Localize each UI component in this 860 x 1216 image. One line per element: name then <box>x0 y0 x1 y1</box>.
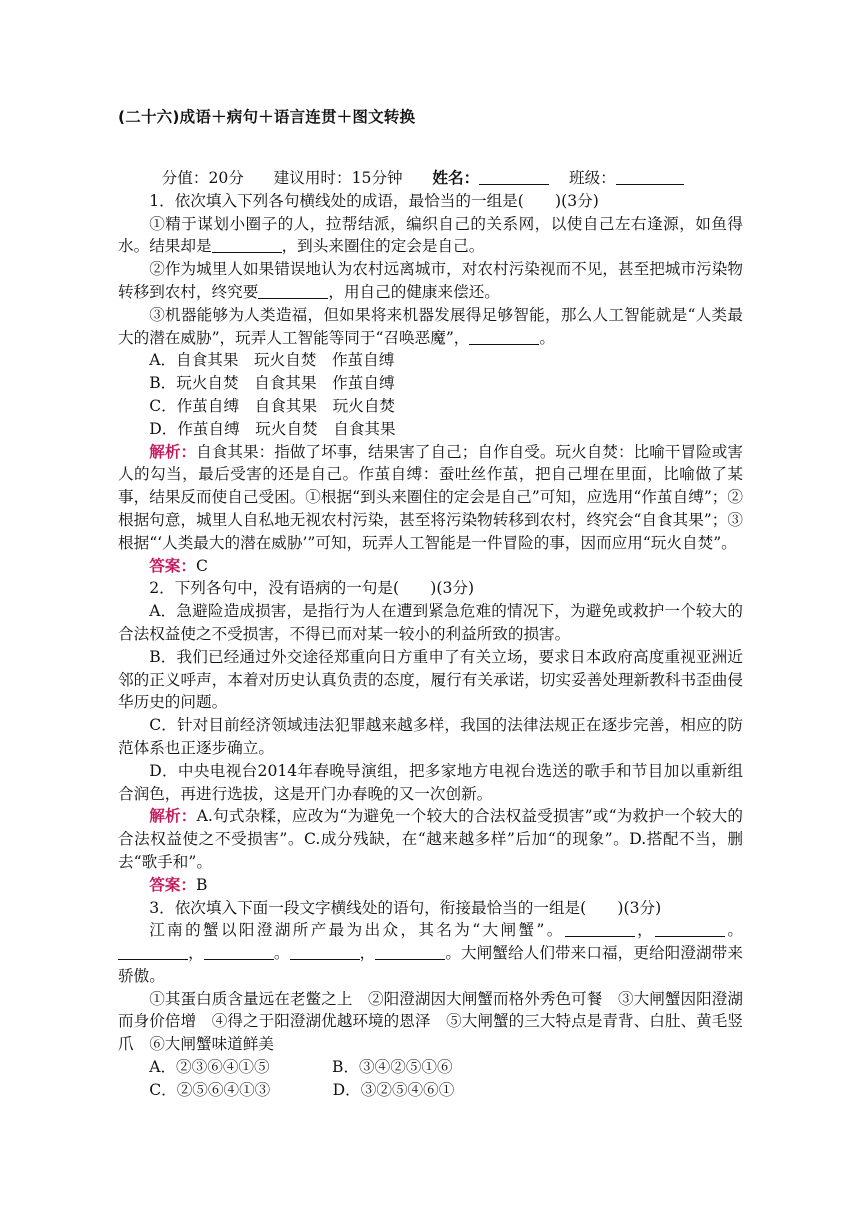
meta-line <box>118 167 743 190</box>
q1-option-d: D．作茧自缚 玩火自焚 自食其果 <box>149 419 396 438</box>
q1-sentence-3: ③机器能够为人类造福，但如果将来机器发展得足够智能，那么人工智能就是“人类最大的潜在威胁”，玩弄人工智能等同于“召唤恶魔”， 。 <box>118 305 743 347</box>
fill-blank <box>212 237 282 253</box>
q1-sentence-2: ②作为城里人如果错误地认为农村远离城市，对农村污染视而不见，甚至把城市污染物转移到农村，终究要 ，用自己的健康来偿还。 <box>118 260 743 301</box>
fill-blank <box>290 944 360 960</box>
q2-analysis: 解析：A.句式杂糅，应改为“为避免一个较大的合法权益受损害”或“为救护一个较大的合法权益使之不受损害”。C.成分残缺，在“越来越多样”后加“的现象”。D.搭配不当，删去“歌手和”。 <box>118 806 743 871</box>
analysis-label: 解析： <box>149 441 197 461</box>
q3-passage: 江南的蟹以阳澄湖所产最为出众，其名为“大闸蟹”。 ， 。， 。 ， 。大闸蟹给人们带来口福，更给阳澄湖带来骄傲。 <box>118 921 743 985</box>
analysis-label: 解析： <box>149 806 197 826</box>
fill-blank <box>469 329 539 345</box>
fill-blank <box>565 921 635 937</box>
q2-option-c: C．针对目前经济领域违法犯罪越来越多样，我国的法律法规正在逐步完善，相应的防范体系也正逐步确立。 <box>118 716 743 757</box>
q1-stem: 1．依次填入下列各句横线处的成语，最恰当的一组是( )(3分) <box>149 191 599 210</box>
q3-options-row-2 <box>118 1079 743 1102</box>
answer-label: 答案： <box>149 874 196 894</box>
fill-blank <box>118 944 188 960</box>
q1-answer: 答案：C <box>149 555 208 575</box>
q2-option-a: A．急避险造成损害，是指行为人在遭到紧急危难的情况下，为避免或救护一个较大的合法权益使之不受损害，不得已而对某一较小的利益所致的损害。 <box>118 602 743 643</box>
answer-label: 答案： <box>149 555 196 575</box>
worksheet-body <box>118 167 743 1102</box>
q3-option-d: D．③②⑤④⑥① <box>332 1080 455 1099</box>
q1-option-c: C．作茧自缚 自食其果 玩火自焚 <box>149 396 396 415</box>
q3-options-row-1 <box>118 1056 743 1079</box>
q1-sentence-1: ①精于谋划小圈子的人，拉帮结派，编织自己的关系网，以使自己左右逢源，如鱼得水。结果却是 ，到头来圈住的定会是自己。 <box>118 214 743 256</box>
q3-option-b: B．③④②⑤①⑥ <box>332 1058 453 1077</box>
class-label: 班级： <box>569 169 616 187</box>
q2-stem: 2．下列各句中，没有语病的一句是( )(3分) <box>149 579 475 598</box>
page-title: (二十六)成语＋病句＋语言连贯＋图文转换 <box>118 108 416 126</box>
fill-blank <box>655 921 725 937</box>
fill-blank <box>375 944 445 960</box>
q3-option-c: C．②⑤⑥④①③ <box>149 1080 271 1099</box>
fill-blank <box>204 944 274 960</box>
fill-blank <box>258 283 328 299</box>
score-text: 分值：20分 <box>161 169 244 187</box>
q3-stem: 3．依次填入下面一段文字横线处的语句，衔接最恰当的一组是( )(3分) <box>149 898 662 917</box>
q2-option-d: D．中央电视台2014年春晚导演组，把多家地方电视台选送的歌手和节目加以重新组合润色，再进行选拔，这是开门办春晚的又一次创新。 <box>118 761 743 803</box>
time-text: 建议用时：15分钟 <box>273 169 403 187</box>
q2-option-b: B．我们已经通过外交途径郑重向日方重申了有关立场，要求日本政府高度重视亚洲近邻的正义呼声，本着对历史认真负责的态度，履行有关承诺，切实妥善处理新教科书歪曲侵华历史的问题。 <box>118 647 743 712</box>
name-label: 姓名： <box>432 168 480 187</box>
q1-option-b: B．玩火自焚 自食其果 作茧自缚 <box>149 374 395 393</box>
q1-analysis: 解析：自食其果：指做了坏事，结果害了自己；自作自受。玩火自焚：比喻干冒险或害人的勾当，最后受害的还是自己。作茧自缚：蚕吐丝作茧，把自己埋在里面，比喻做了某事，结果反而使自己受困。①根据“到头来圈住的定会是自己”可知，应选用“作茧自缚”；②根据句意，城里人自私地无视农村污染，甚至将污染物转移到农村，终究会“自食其果”；③根据“‘人类最大的潜在威胁’”可知，玩弄人工智能是一件冒险的事，因而应用“玩火自焚”。 <box>118 441 743 552</box>
q3-option-a: A．②③⑥④①⑤ <box>149 1058 270 1077</box>
class-blank <box>616 169 684 185</box>
q2-answer: 答案：B <box>149 874 208 894</box>
q3-items: ①其蛋白质含量远在老鳖之上 ②阳澄湖因大闸蟹而格外秀色可餐 ③大闸蟹因阳澄湖而身价倍增 ④得之于阳澄湖优越环境的恩泽 ⑤大闸蟹的三大特点是青背、白肚、黄毛竖爪 ⑥大闸蟹味道鲜美 <box>118 989 743 1054</box>
name-blank <box>479 169 549 185</box>
q1-option-a: A．自食其果 玩火自焚 作茧自缚 <box>149 351 395 370</box>
